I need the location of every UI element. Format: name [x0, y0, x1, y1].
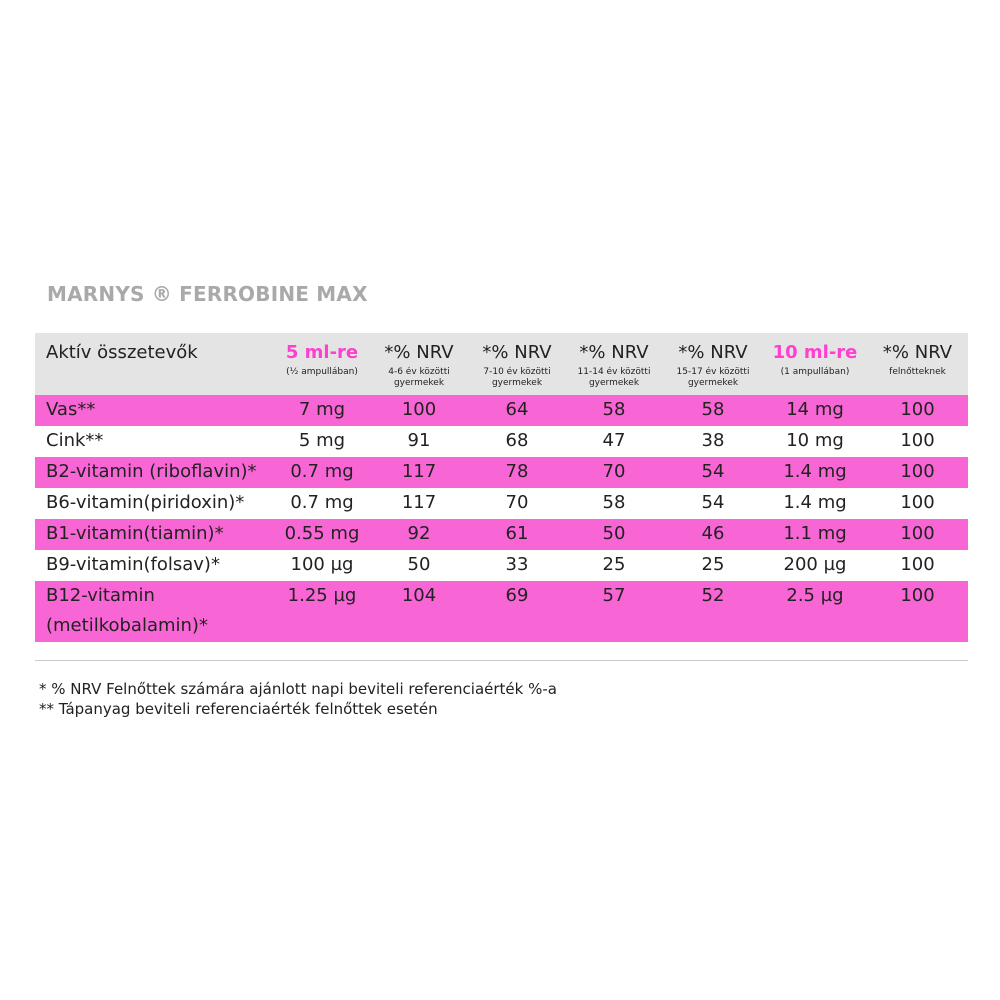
- cell-10ml: 2.5 µg: [786, 585, 844, 606]
- cell-nrv-7-10: 33: [505, 554, 529, 575]
- cell-5ml: 100 µg: [290, 554, 354, 575]
- cell-nrv-4-6: 104: [401, 585, 437, 606]
- footnote-nrv: * % NRV Felnőttek számára ajánlott napi beviteli referenciaérték %-a: [39, 680, 557, 698]
- table-row: [35, 488, 968, 519]
- product-title: MARNYS ® FERROBINE MAX: [47, 282, 368, 306]
- header-nrv-11-14: *% NRV 11-14 év közötti gyermekek: [577, 342, 651, 388]
- cell-nrv-11-14: 58: [602, 492, 626, 513]
- cell-nrv-4-6: 117: [401, 492, 437, 513]
- footnote-reference: ** Tápanyag beviteli referenciaérték felnőttek esetén: [39, 700, 438, 718]
- cell-10ml: 1.4 mg: [783, 492, 847, 513]
- cell-nrv-4-6: 50: [407, 554, 431, 575]
- header-nrv-4-6: *% NRV 4-6 év közötti gyermekek: [384, 342, 454, 388]
- cell-nrv-7-10: 70: [505, 492, 529, 513]
- cell-5ml: 7 mg: [298, 399, 346, 420]
- cell-10ml: 10 mg: [786, 430, 844, 451]
- cell-nrv-4-6: 91: [407, 430, 431, 451]
- header-nrv-15-17: *% NRV 15-17 év közötti gyermekek: [676, 342, 750, 388]
- ingredient-name: B1-vitamin(tiamin)*: [46, 523, 224, 544]
- cell-nrv-11-14: 47: [602, 430, 626, 451]
- cell-nrv-7-10: 78: [505, 461, 529, 482]
- table-row: [35, 550, 968, 581]
- cell-10ml: 1.4 mg: [783, 461, 847, 482]
- cell-5ml: 1.25 µg: [287, 585, 357, 606]
- cell-5ml: 5 mg: [298, 430, 346, 451]
- ingredient-name: Vas**: [46, 399, 96, 420]
- cell-nrv-11-14: 57: [602, 585, 626, 606]
- table-row: [35, 395, 968, 426]
- header-10ml: 10 ml-re (1 ampullában): [772, 342, 858, 377]
- table-row: [35, 457, 968, 488]
- cell-5ml: 0.7 mg: [290, 492, 354, 513]
- cell-nrv-7-10: 69: [505, 585, 529, 606]
- cell-nrv-15-17: 52: [701, 585, 725, 606]
- cell-nrv-11-14: 58: [602, 399, 626, 420]
- cell-nrv-adults: 100: [900, 492, 935, 513]
- cell-nrv-adults: 100: [900, 554, 935, 575]
- header-5ml: 5 ml-re (½ ampullában): [285, 342, 359, 377]
- ingredient-name: B2-vitamin (riboflavin)*: [46, 461, 257, 482]
- table-row: [35, 519, 968, 550]
- cell-nrv-4-6: 92: [407, 523, 431, 544]
- divider: [35, 660, 968, 661]
- table-row: [35, 426, 968, 457]
- cell-nrv-11-14: 50: [602, 523, 626, 544]
- cell-nrv-4-6: 100: [401, 399, 437, 420]
- table-header-row: [35, 333, 968, 395]
- cell-10ml: 14 mg: [786, 399, 844, 420]
- cell-nrv-15-17: 58: [701, 399, 725, 420]
- cell-nrv-15-17: 54: [701, 492, 725, 513]
- cell-nrv-adults: 100: [900, 585, 935, 606]
- cell-nrv-11-14: 70: [602, 461, 626, 482]
- cell-nrv-15-17: 46: [701, 523, 725, 544]
- ingredient-name: B6-vitamin(piridoxin)*: [46, 492, 245, 513]
- table-row: [35, 581, 968, 642]
- nutrition-table: [35, 333, 968, 642]
- cell-nrv-adults: 100: [900, 430, 935, 451]
- ingredient-name: B9-vitamin(folsav)*: [46, 554, 220, 575]
- ingredient-name: B12-vitamin (metilkobalamin)*: [46, 585, 208, 636]
- cell-nrv-7-10: 61: [505, 523, 529, 544]
- cell-nrv-11-14: 25: [602, 554, 626, 575]
- ingredient-name: Cink**: [46, 430, 104, 451]
- cell-nrv-7-10: 68: [505, 430, 529, 451]
- header-ingredients: Aktív összetevők: [46, 342, 198, 363]
- cell-nrv-15-17: 54: [701, 461, 725, 482]
- cell-10ml: 1.1 mg: [783, 523, 847, 544]
- cell-nrv-adults: 100: [900, 461, 935, 482]
- header-nrv-adults: *% NRV felnőtteknek: [882, 342, 953, 377]
- cell-10ml: 200 µg: [783, 554, 847, 575]
- cell-5ml: 0.55 mg: [284, 523, 360, 544]
- header-nrv-7-10: *% NRV 7-10 év közötti gyermekek: [482, 342, 552, 388]
- cell-nrv-4-6: 117: [401, 461, 437, 482]
- cell-nrv-15-17: 38: [701, 430, 725, 451]
- cell-5ml: 0.7 mg: [290, 461, 354, 482]
- cell-nrv-adults: 100: [900, 523, 935, 544]
- cell-nrv-adults: 100: [900, 399, 935, 420]
- cell-nrv-15-17: 25: [701, 554, 725, 575]
- cell-nrv-7-10: 64: [505, 399, 529, 420]
